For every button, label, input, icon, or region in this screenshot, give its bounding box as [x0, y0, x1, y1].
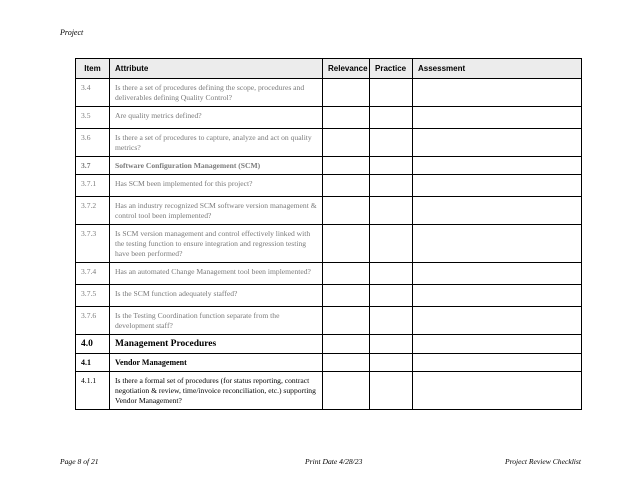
- footer-print-date: Print Date 4/28/23: [305, 457, 363, 466]
- practice-cell: [370, 175, 413, 197]
- practice-cell: [370, 157, 413, 175]
- footer-page-number: Page 8 of 21: [60, 457, 99, 466]
- practice-cell: [370, 129, 413, 157]
- practice-cell: [370, 197, 413, 225]
- practice-cell: [370, 354, 413, 372]
- attribute-cell: Software Configuration Management (SCM): [110, 157, 323, 175]
- item-cell: 3.7.1: [76, 175, 110, 197]
- assessment-cell: [413, 263, 582, 285]
- item-cell: 4.0: [76, 335, 110, 354]
- assessment-cell: [413, 372, 582, 410]
- attribute-cell: Are quality metrics defined?: [110, 107, 323, 129]
- table-row: [76, 225, 582, 263]
- practice-cell: [370, 79, 413, 107]
- attribute-cell: Vendor Management: [110, 354, 323, 372]
- attribute-cell: Is there a formal set of procedures (for status reporting, contract negotiation & review, time/invoice reconciliation, etc.) supporting Vendor Management?: [110, 372, 323, 410]
- column-header-assessment: Assessment: [413, 59, 582, 79]
- attribute-cell: Is the SCM function adequately staffed?: [110, 285, 323, 307]
- attribute-cell: Has SCM been implemented for this project?: [110, 175, 323, 197]
- assessment-cell: [413, 197, 582, 225]
- relevance-cell: [323, 335, 370, 354]
- checklist-table: [75, 58, 582, 410]
- relevance-cell: [323, 372, 370, 410]
- item-cell: 3.6: [76, 129, 110, 157]
- table-row: [76, 175, 582, 197]
- item-cell: 3.7.4: [76, 263, 110, 285]
- table-row: [76, 354, 582, 372]
- table-row: [76, 197, 582, 225]
- attribute-cell: Is there a set of procedures defining the scope, procedures and deliverables defining Quality Control?: [110, 79, 323, 107]
- assessment-cell: [413, 307, 582, 335]
- attribute-cell: Is there a set of procedures to capture, analyze and act on quality metrics?: [110, 129, 323, 157]
- item-cell: 4.1.1: [76, 372, 110, 410]
- column-header-practice: Practice: [370, 59, 413, 79]
- practice-cell: [370, 307, 413, 335]
- assessment-cell: [413, 79, 582, 107]
- item-cell: 4.1: [76, 354, 110, 372]
- relevance-cell: [323, 157, 370, 175]
- relevance-cell: [323, 79, 370, 107]
- table-row: [76, 285, 582, 307]
- relevance-cell: [323, 107, 370, 129]
- relevance-cell: [323, 285, 370, 307]
- table-row: [76, 307, 582, 335]
- item-cell: 3.7.3: [76, 225, 110, 263]
- table-row: [76, 335, 582, 354]
- attribute-cell: Management Procedures: [110, 335, 323, 354]
- item-cell: 3.7: [76, 157, 110, 175]
- assessment-cell: [413, 335, 582, 354]
- footer-document-title: Project Review Checklist: [504, 457, 581, 466]
- table-row: [76, 372, 582, 410]
- relevance-cell: [323, 197, 370, 225]
- table-header-row: [76, 59, 582, 79]
- assessment-cell: [413, 354, 582, 372]
- attribute-cell: Has an automated Change Management tool been implemented?: [110, 263, 323, 285]
- column-header-relevance: Relevance: [323, 59, 370, 79]
- header-project-label: Project: [60, 28, 84, 37]
- column-header-item: Item: [76, 59, 110, 79]
- assessment-cell: [413, 129, 582, 157]
- attribute-cell: Is SCM version management and control effectively linked with the testing function to ensure integration and regression testing have been performed?: [110, 225, 323, 263]
- practice-cell: [370, 107, 413, 129]
- table-row: [76, 129, 582, 157]
- assessment-cell: [413, 157, 582, 175]
- table-row: [76, 107, 582, 129]
- item-cell: 3.7.6: [76, 307, 110, 335]
- table-row: [76, 79, 582, 107]
- assessment-cell: [413, 225, 582, 263]
- assessment-cell: [413, 175, 582, 197]
- relevance-cell: [323, 354, 370, 372]
- item-cell: 3.4: [76, 79, 110, 107]
- practice-cell: [370, 263, 413, 285]
- table-row: [76, 157, 582, 175]
- table-row: [76, 263, 582, 285]
- item-cell: 3.7.5: [76, 285, 110, 307]
- assessment-cell: [413, 107, 582, 129]
- assessment-cell: [413, 285, 582, 307]
- practice-cell: [370, 285, 413, 307]
- relevance-cell: [323, 263, 370, 285]
- practice-cell: [370, 225, 413, 263]
- relevance-cell: [323, 225, 370, 263]
- attribute-cell: Is the Testing Coordination function separate from the development staff?: [110, 307, 323, 335]
- relevance-cell: [323, 129, 370, 157]
- relevance-cell: [323, 175, 370, 197]
- attribute-cell: Has an industry recognized SCM software version management & control tool been implemented?: [110, 197, 323, 225]
- relevance-cell: [323, 307, 370, 335]
- item-cell: 3.7.2: [76, 197, 110, 225]
- practice-cell: [370, 335, 413, 354]
- practice-cell: [370, 372, 413, 410]
- column-header-attribute: Attribute: [110, 59, 323, 79]
- item-cell: 3.5: [76, 107, 110, 129]
